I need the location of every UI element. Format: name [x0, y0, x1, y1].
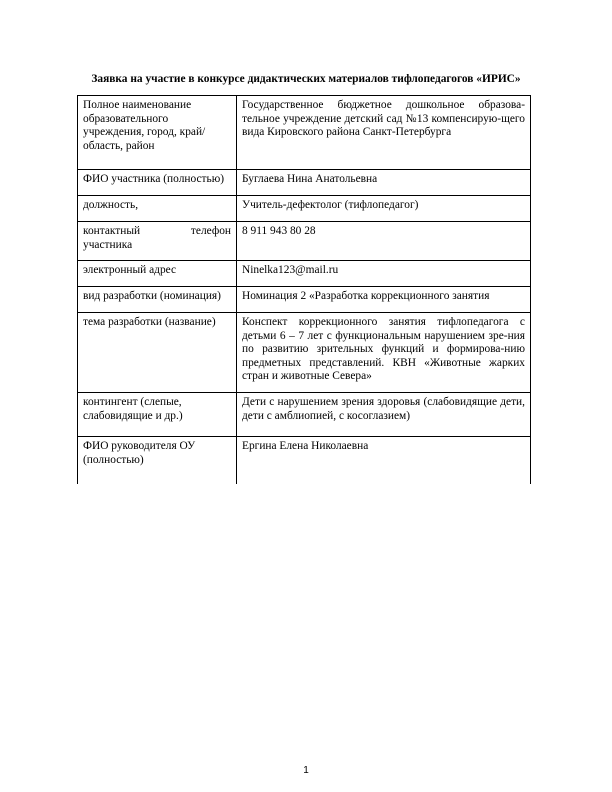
table-row [78, 437, 531, 484]
row-value-position: Учитель-дефектолог (тифлопедагог) [237, 196, 531, 222]
row-value-participant-name: Буглаева Нина Анатольевна [237, 170, 531, 196]
row-label-position: должность, [78, 196, 237, 222]
row-value-institution: Государственное бюджетное дошкольное образова-тельное учреждение детский сад №13 компенсирую-щего вида Кировского района Санкт-Петербурга [237, 96, 531, 170]
table-row [78, 313, 531, 393]
row-label-phone: контактный телефон участника [78, 222, 237, 261]
row-label-institution: Полное наименование образовательного учреждения, город, край/область, район [78, 96, 237, 170]
table-row [78, 261, 531, 287]
row-label-contingent: контингент (слепые, слабовидящие и др.) [78, 393, 237, 437]
row-value-director: Ергина Елена Николаевна [237, 437, 531, 484]
page-number: 1 [303, 765, 309, 776]
row-value-phone: 8 911 943 80 28 [237, 222, 531, 261]
table-row [78, 196, 531, 222]
row-label-nomination: вид разработки (номинация) [78, 287, 237, 313]
row-value-contingent: Дети с нарушением зрения здоровья (слабовидящие дети, дети с амблиопией, с косоглазием) [237, 393, 531, 437]
row-label-participant-name: ФИО участника (полностью) [78, 170, 237, 196]
table-row [78, 287, 531, 313]
application-form-table [77, 95, 531, 484]
row-label-director: ФИО руководителя ОУ (полностью) [78, 437, 237, 484]
row-label-topic: тема разработки (название) [78, 313, 237, 393]
row-value-nomination: Номинация 2 «Разработка коррекционного занятия [237, 287, 531, 313]
row-value-topic: Конспект коррекционного занятия тифлопедагога с детьми 6 – 7 лет с функциональным нарушением зре-ния по развитию зрительных функций и формирова-нию предметных представлений. КВН «Животные жарких стран и животные Севера» [237, 313, 531, 393]
row-label-email: электронный адрес [78, 261, 237, 287]
table-row [78, 170, 531, 196]
table-row [78, 96, 531, 170]
document-title: Заявка на участие в конкурсе дидактических материалов тифлопедагогов «ИРИС» [91, 73, 521, 85]
table-row [78, 222, 531, 261]
table-row [78, 393, 531, 437]
row-value-email: Ninelka123@mail.ru [237, 261, 531, 287]
